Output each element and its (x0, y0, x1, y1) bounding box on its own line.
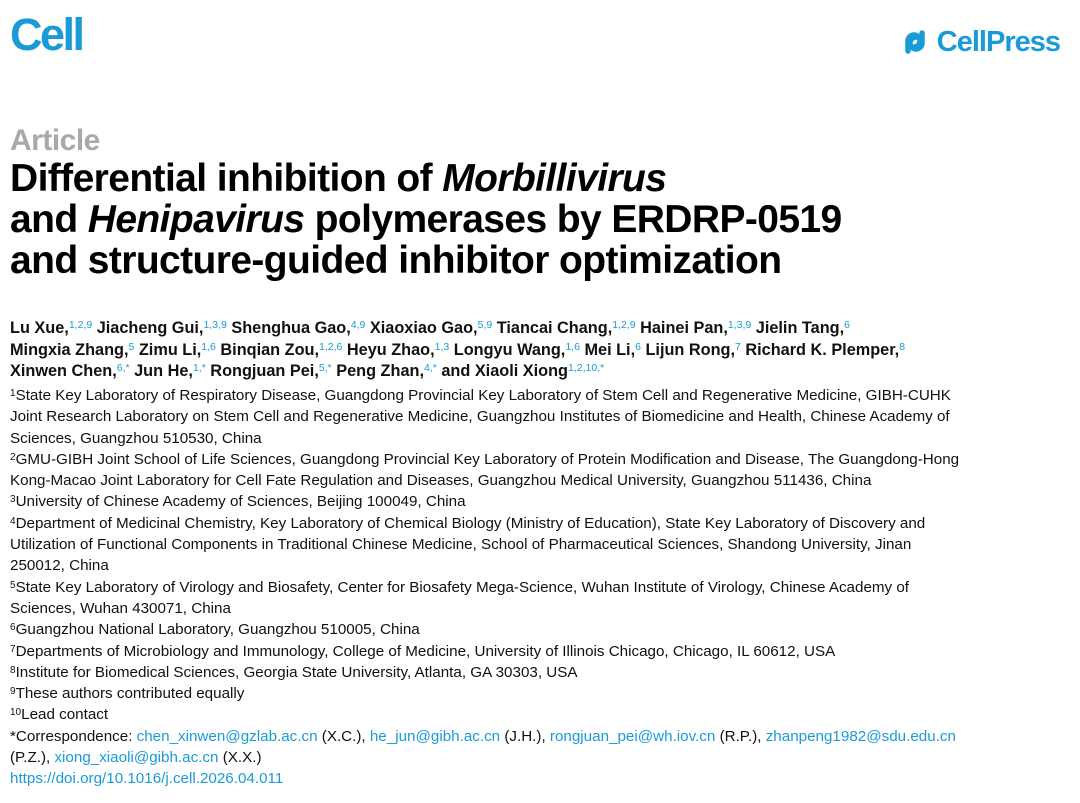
affiliation-text: Departments of Microbiology and Immunology, College of Medicine, University of Illinois Chicago, Chicago, IL 60612, USA (15, 642, 836, 660)
author-name: Jiacheng Gui, (92, 319, 204, 337)
affiliation-text: Institute for Biomedical Sciences, Georgia State University, Atlanta, GA 30303, USA (15, 663, 578, 681)
author-affiliation-ref[interactable]: 8 (899, 340, 906, 353)
cellpress-mark-icon (899, 27, 931, 57)
affiliation-line (10, 619, 1075, 640)
affiliation-line (10, 385, 1075, 406)
affiliation-line (10, 513, 1075, 534)
title-segment: Differential inhibition of (10, 157, 443, 200)
author-line (10, 318, 1075, 340)
author-name: Jielin Tang, (751, 319, 845, 337)
email-link[interactable]: xiong_xiaoli@gibh.ac.cn (54, 749, 219, 767)
affiliation-text: State Key Laboratory of Respiratory Disease, Guangdong Provincial Key Laboratory of Stem Cell and Regenerative Medicine, GIBH-CUHK (15, 387, 951, 404)
email-link[interactable]: zhanpeng1982@sdu.edu.cn (765, 727, 956, 745)
author-affiliation-ref[interactable]: 1,6 (201, 340, 216, 353)
affiliation-text: Utilization of Functional Components in Traditional Chinese Medicine, School of Pharmaceutical Sciences, Shandong University, Jinan (10, 536, 912, 554)
affiliation-text: Sciences, Guangzhou 510530, China (10, 429, 262, 447)
article-title (10, 158, 1070, 281)
title-segment: polymerases by ERDRP-0519 (304, 198, 842, 241)
affiliation-text: Department of Medicinal Chemistry, Key Laboratory of Chemical Biology (Ministry of Education), State Key Laboratory of Discovery and (15, 514, 926, 532)
author-name: Shenghua Gao, (226, 319, 351, 337)
author-name: Zimu Li, (134, 340, 202, 359)
author-name: Xinwen Chen, (10, 362, 117, 380)
affiliation-number: 5 (10, 579, 16, 591)
title-segment: and structure-guided inhibitor optimization (10, 239, 782, 282)
affiliation-text: University of Chinese Academy of Sciences, Beijing 100049, China (15, 493, 466, 511)
affiliation-line (10, 406, 1075, 427)
author-affiliation-ref[interactable]: 1,2,9 (612, 319, 636, 331)
author-affiliation-ref[interactable]: 1,2,9 (68, 319, 93, 331)
affiliation-text: (J.H.), (500, 727, 550, 745)
title-segment: and (10, 198, 88, 241)
affiliation-text: Sciences, Wuhan 430071, China (10, 599, 231, 617)
affiliation-number: 9 (10, 686, 16, 698)
author-name: Hainei Pan, (635, 319, 728, 337)
author-affiliation-ref[interactable]: 6,* (116, 362, 130, 374)
affiliation-number: 10 (10, 707, 22, 719)
affiliation-number: 7 (10, 643, 16, 655)
publisher-logo[interactable] (899, 24, 1060, 60)
affiliation-line (10, 598, 1075, 619)
author-affiliation-ref[interactable]: 6 (844, 319, 850, 331)
author-name: Binqian Zou, (215, 340, 319, 359)
affiliation-text: Joint Research Laboratory on Stem Cell and Regenerative Medicine, Guangzhou Institutes of Biomedicine and Health, Chinese Academy of (10, 408, 950, 426)
affiliation-text: (R.P.), (715, 727, 766, 745)
affiliation-line (10, 534, 1075, 555)
journal-logo: Cell (10, 9, 83, 60)
affiliation-text: Kong-Macao Joint Laboratory for Cell Fate Regulation and Diseases, Guangzhou Medical University, Guangzhou 511436, China (10, 472, 872, 490)
author-line (10, 361, 1075, 383)
author-affiliation-ref[interactable]: 1,2,10,* (568, 362, 605, 374)
affiliation-line (10, 683, 1075, 704)
article-type-label: Article (10, 124, 100, 157)
title-line (10, 199, 1070, 240)
title-line (10, 240, 1070, 281)
publisher-name: CellPress (936, 26, 1060, 58)
affiliation-text: (X.X.) (218, 749, 262, 767)
affiliation-line (10, 768, 1075, 789)
affiliation-line (10, 470, 1075, 491)
author-name: Richard K. Plemper, (740, 340, 900, 359)
author-name: Lu Xue, (10, 319, 69, 337)
author-name: Mingxia Zhang, (10, 340, 129, 359)
affiliation-line (10, 662, 1075, 683)
affiliation-text: Guangzhou National Laboratory, Guangzhou 510005, China (15, 621, 420, 639)
affiliation-line (10, 577, 1075, 598)
title-segment-italic: Morbillivirus (442, 157, 667, 200)
affiliation-line (10, 449, 1075, 470)
email-link[interactable]: chen_xinwen@gzlab.ac.cn (136, 727, 318, 745)
affiliation-line (10, 726, 1075, 747)
affiliation-number: 2 (10, 451, 16, 463)
author-affiliation-ref[interactable]: 4,* (423, 362, 437, 374)
author-name: Jun He, (129, 362, 193, 380)
author-affiliation-ref[interactable]: 1,6 (565, 340, 580, 353)
author-affiliation-ref[interactable]: 6 (635, 340, 641, 353)
author-line (10, 340, 1075, 362)
author-affiliation-ref[interactable]: 1,* (192, 362, 206, 374)
title-line (10, 158, 1070, 199)
author-name: Lijun Rong, (640, 340, 735, 359)
affiliations-block (10, 385, 1075, 790)
author-name: Mei Li, (579, 340, 636, 359)
affiliation-number: 8 (10, 664, 16, 676)
author-list (10, 318, 1075, 383)
affiliation-line (10, 555, 1075, 576)
author-affiliation-ref[interactable]: 1,3,9 (727, 319, 752, 331)
affiliation-line (10, 428, 1075, 449)
author-affiliation-ref[interactable]: 7 (735, 340, 741, 353)
author-affiliation-ref[interactable]: 5,9 (477, 319, 493, 331)
affiliation-text: Lead contact (21, 706, 109, 724)
affiliation-text: (P.Z.), (10, 749, 55, 767)
affiliation-line (10, 704, 1075, 725)
title-segment-italic: Henipavirus (87, 198, 305, 241)
affiliation-text: 250012, China (10, 557, 109, 575)
affiliation-text: (X.C.), (317, 727, 370, 745)
affiliation-text: State Key Laboratory of Virology and Biosafety, Center for Biosafety Mega-Science, Wuhan Institute of Virology, Chinese Academy of (15, 578, 910, 596)
author-name: and Xiaoli Xiong (436, 362, 568, 380)
author-name: Xiaoxiao Gao, (365, 319, 478, 337)
author-affiliation-ref[interactable]: 1,3,9 (203, 319, 227, 331)
author-affiliation-ref[interactable]: 5 (128, 340, 135, 353)
author-name: Longyu Wang, (449, 340, 566, 359)
affiliation-line (10, 641, 1075, 662)
affiliation-number: 3 (10, 494, 16, 506)
affiliation-text: GMU-GIBH Joint School of Life Sciences, Guangdong Provincial Key Laboratory of Protein Modification and Disease, The Guangdong-Hong (15, 450, 960, 468)
affiliation-number: 1 (10, 388, 16, 399)
author-affiliation-ref[interactable]: 4,9 (350, 319, 366, 331)
email-link[interactable]: he_jun@gibh.ac.cn (369, 727, 501, 745)
author-affiliation-ref[interactable]: 5,* (318, 362, 332, 374)
author-name: Heyu Zhao, (342, 340, 435, 359)
affiliation-line (10, 747, 1075, 768)
affiliation-line (10, 491, 1075, 512)
doi-link[interactable]: https://doi.org/10.1016/j.cell.2026.04.011 (10, 770, 284, 788)
author-name: Tiancai Chang, (492, 319, 613, 337)
affiliation-number: 6 (10, 622, 16, 634)
email-link[interactable]: rongjuan_pei@wh.iov.cn (549, 727, 716, 745)
author-name: Peng Zhan, (331, 362, 424, 380)
author-name: Rongjuan Pei, (205, 362, 319, 380)
author-affiliation-ref[interactable]: 1,2,6 (319, 340, 343, 353)
affiliation-number: 4 (10, 515, 16, 527)
affiliation-text: *Correspondence: (10, 727, 137, 745)
affiliation-text: These authors contributed equally (15, 685, 245, 703)
author-affiliation-ref[interactable]: 1,3 (434, 340, 450, 353)
